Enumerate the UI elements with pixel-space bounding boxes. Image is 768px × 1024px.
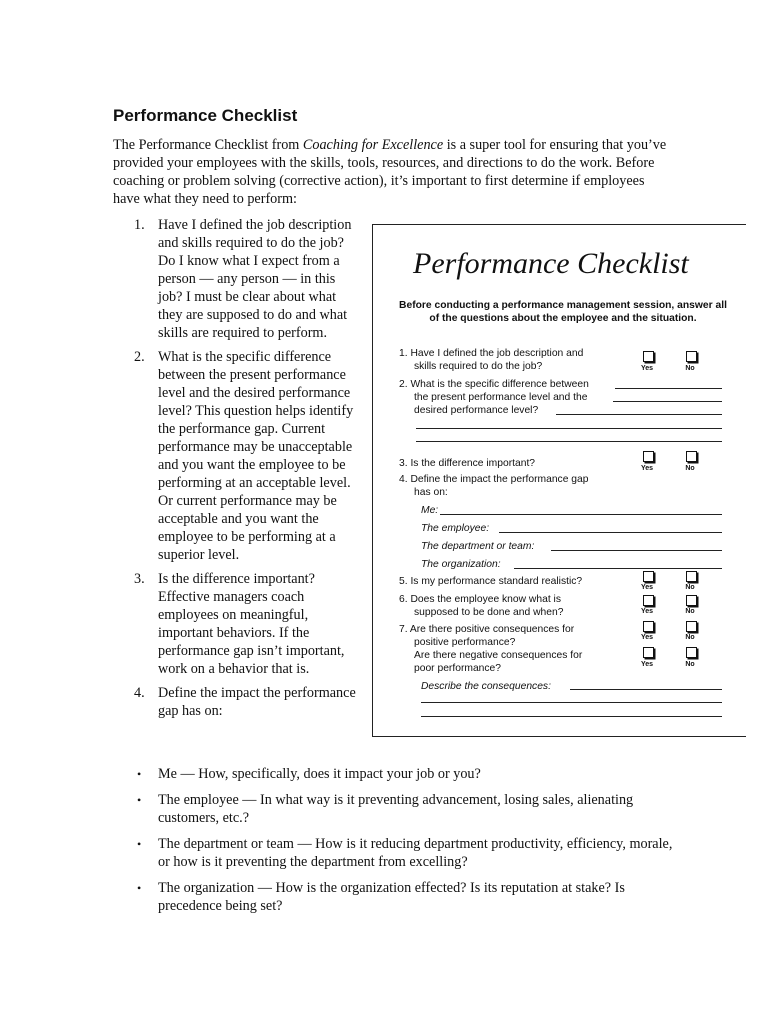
impact-employee-line[interactable] (499, 532, 722, 533)
item-text: Is the difference important? Effective managers coach employees on meaningful, important behaviors. If the performance gap isn’t important, work on a behavior that is. (158, 571, 345, 677)
bullet-glyph: • (137, 767, 142, 781)
book-title: Coaching for Excellence (302, 137, 444, 153)
q2-answer-line[interactable] (416, 428, 722, 429)
q2-answer-line[interactable] (416, 441, 722, 442)
impact-department-label: The department or team: (421, 541, 535, 552)
q1-no-checkbox[interactable] (686, 351, 697, 362)
yes-label: Yes (640, 465, 654, 472)
list-item (113, 216, 363, 342)
bullet-glyph: • (137, 837, 142, 851)
question-3: 3. Is the difference important? (399, 458, 536, 469)
yes-label: Yes (640, 608, 654, 615)
item-number: 1. (134, 217, 145, 233)
numbered-list (113, 216, 363, 726)
checklist-instructions: Before conducting a performance management session, answer all of the questions about the employee and the situation. (399, 300, 727, 324)
list-item (113, 835, 673, 871)
question-6-line-2: supposed to be done and when? (414, 607, 564, 618)
question-7-line-3: Are there negative consequences for (414, 650, 583, 661)
q7-negative-yes-checkbox[interactable] (643, 647, 654, 658)
q3-yes-checkbox[interactable] (643, 451, 654, 462)
q2-answer-line[interactable] (556, 414, 722, 415)
impact-me-line[interactable] (440, 514, 722, 515)
page-heading: Performance Checklist (113, 106, 298, 125)
q6-no-checkbox[interactable] (686, 595, 697, 606)
impact-organization-label: The organization: (421, 559, 501, 570)
consequences-answer-line[interactable] (421, 702, 722, 703)
impact-employee-label: The employee: (421, 523, 490, 534)
bullet-glyph: • (137, 881, 142, 895)
bullet-text: The employee — In what way is it preventing advancement, losing sales, alienating customers, etc.? (158, 792, 634, 826)
describe-consequences-label: Describe the consequences: (421, 681, 551, 692)
list-item (113, 348, 363, 564)
q5-no-checkbox[interactable] (686, 571, 697, 582)
question-2-line-1: 2. What is the specific difference between (399, 379, 589, 390)
impact-department-line[interactable] (551, 550, 722, 551)
no-label: No (685, 608, 695, 615)
intro-text-before: The Performance Checklist from (113, 137, 303, 153)
question-1-line-2: skills required to do the job? (414, 361, 543, 372)
no-label: No (685, 584, 695, 591)
q1-yes-checkbox[interactable] (643, 351, 654, 362)
q3-no-checkbox[interactable] (686, 451, 697, 462)
impact-bullet-list (113, 765, 673, 923)
q5-yes-checkbox[interactable] (643, 571, 654, 582)
consequences-answer-line[interactable] (421, 716, 722, 717)
no-label: No (685, 634, 695, 641)
list-item (113, 570, 363, 678)
intro-text-after: is a super tool for ensuring that you’ve provided your employees with the skills, tools, resources, and directions to do the work. Before coaching or problem solving (corrective action), it’s important to first determine if employees have what they need to perform: (113, 137, 667, 207)
question-4-line-1: 4. Define the impact the performance gap (399, 474, 589, 485)
list-item (113, 791, 673, 827)
yes-label: Yes (640, 365, 654, 372)
item-number: 3. (134, 571, 145, 587)
question-7-line-4: poor performance? (414, 663, 502, 674)
list-item (113, 684, 363, 720)
item-number: 4. (134, 685, 145, 701)
q7-positive-no-checkbox[interactable] (686, 621, 697, 632)
bullet-text: The department or team — How is it reducing department productivity, efficiency, morale, or how is it preventing the department from excelling? (158, 836, 673, 870)
impact-me-label: Me: (421, 505, 439, 516)
no-label: No (685, 365, 695, 372)
question-2-line-2: the present performance level and the (414, 392, 588, 403)
list-item (113, 765, 673, 783)
q7-negative-no-checkbox[interactable] (686, 647, 697, 658)
bullet-text: The organization — How is the organization effected? Is its reputation at stake? Is precedence being set? (158, 880, 625, 914)
question-1-line-1: 1. Have I defined the job description and (399, 348, 584, 359)
bullet-text: Me — How, specifically, does it impact your job or you? (158, 766, 481, 782)
bullet-glyph: • (137, 793, 142, 807)
yes-label: Yes (640, 661, 654, 668)
item-number: 2. (134, 349, 145, 365)
q2-answer-line[interactable] (615, 388, 722, 389)
q7-positive-yes-checkbox[interactable] (643, 621, 654, 632)
yes-label: Yes (640, 634, 654, 641)
yes-label: Yes (640, 584, 654, 591)
question-5: 5. Is my performance standard realistic? (399, 576, 583, 587)
q2-answer-line[interactable] (613, 401, 722, 402)
question-7-line-1: 7. Are there positive consequences for (399, 624, 575, 635)
question-2-line-3: desired performance level? (414, 405, 539, 416)
no-label: No (685, 465, 695, 472)
consequences-answer-line[interactable] (570, 689, 722, 690)
list-item (113, 879, 673, 915)
impact-organization-line[interactable] (514, 568, 722, 569)
checklist-form-panel (372, 224, 746, 737)
item-text: Define the impact the performance gap has on: (158, 685, 356, 719)
intro-paragraph (113, 136, 673, 208)
item-text: What is the specific difference between the present performance level and the desired performance level? This question helps identify the performance gap. Current performance may be unacceptable and you want the employee to be performing at an acceptable level. Or current performance may be acceptable and you want the employee to be performing at a superior level. (158, 349, 354, 563)
checklist-title: Performance Checklist (413, 247, 689, 280)
no-label: No (685, 661, 695, 668)
question-7-line-2: positive performance? (414, 637, 516, 648)
item-text: Have I defined the job description and skills required to do the job? Do I know what I expect from a person — any person — in this job? I must be clear about what they are supposed to do and what skills are required to perform. (158, 217, 352, 341)
q6-yes-checkbox[interactable] (643, 595, 654, 606)
question-6-line-1: 6. Does the employee know what is (399, 594, 561, 605)
question-4-line-2: has on: (414, 487, 448, 498)
